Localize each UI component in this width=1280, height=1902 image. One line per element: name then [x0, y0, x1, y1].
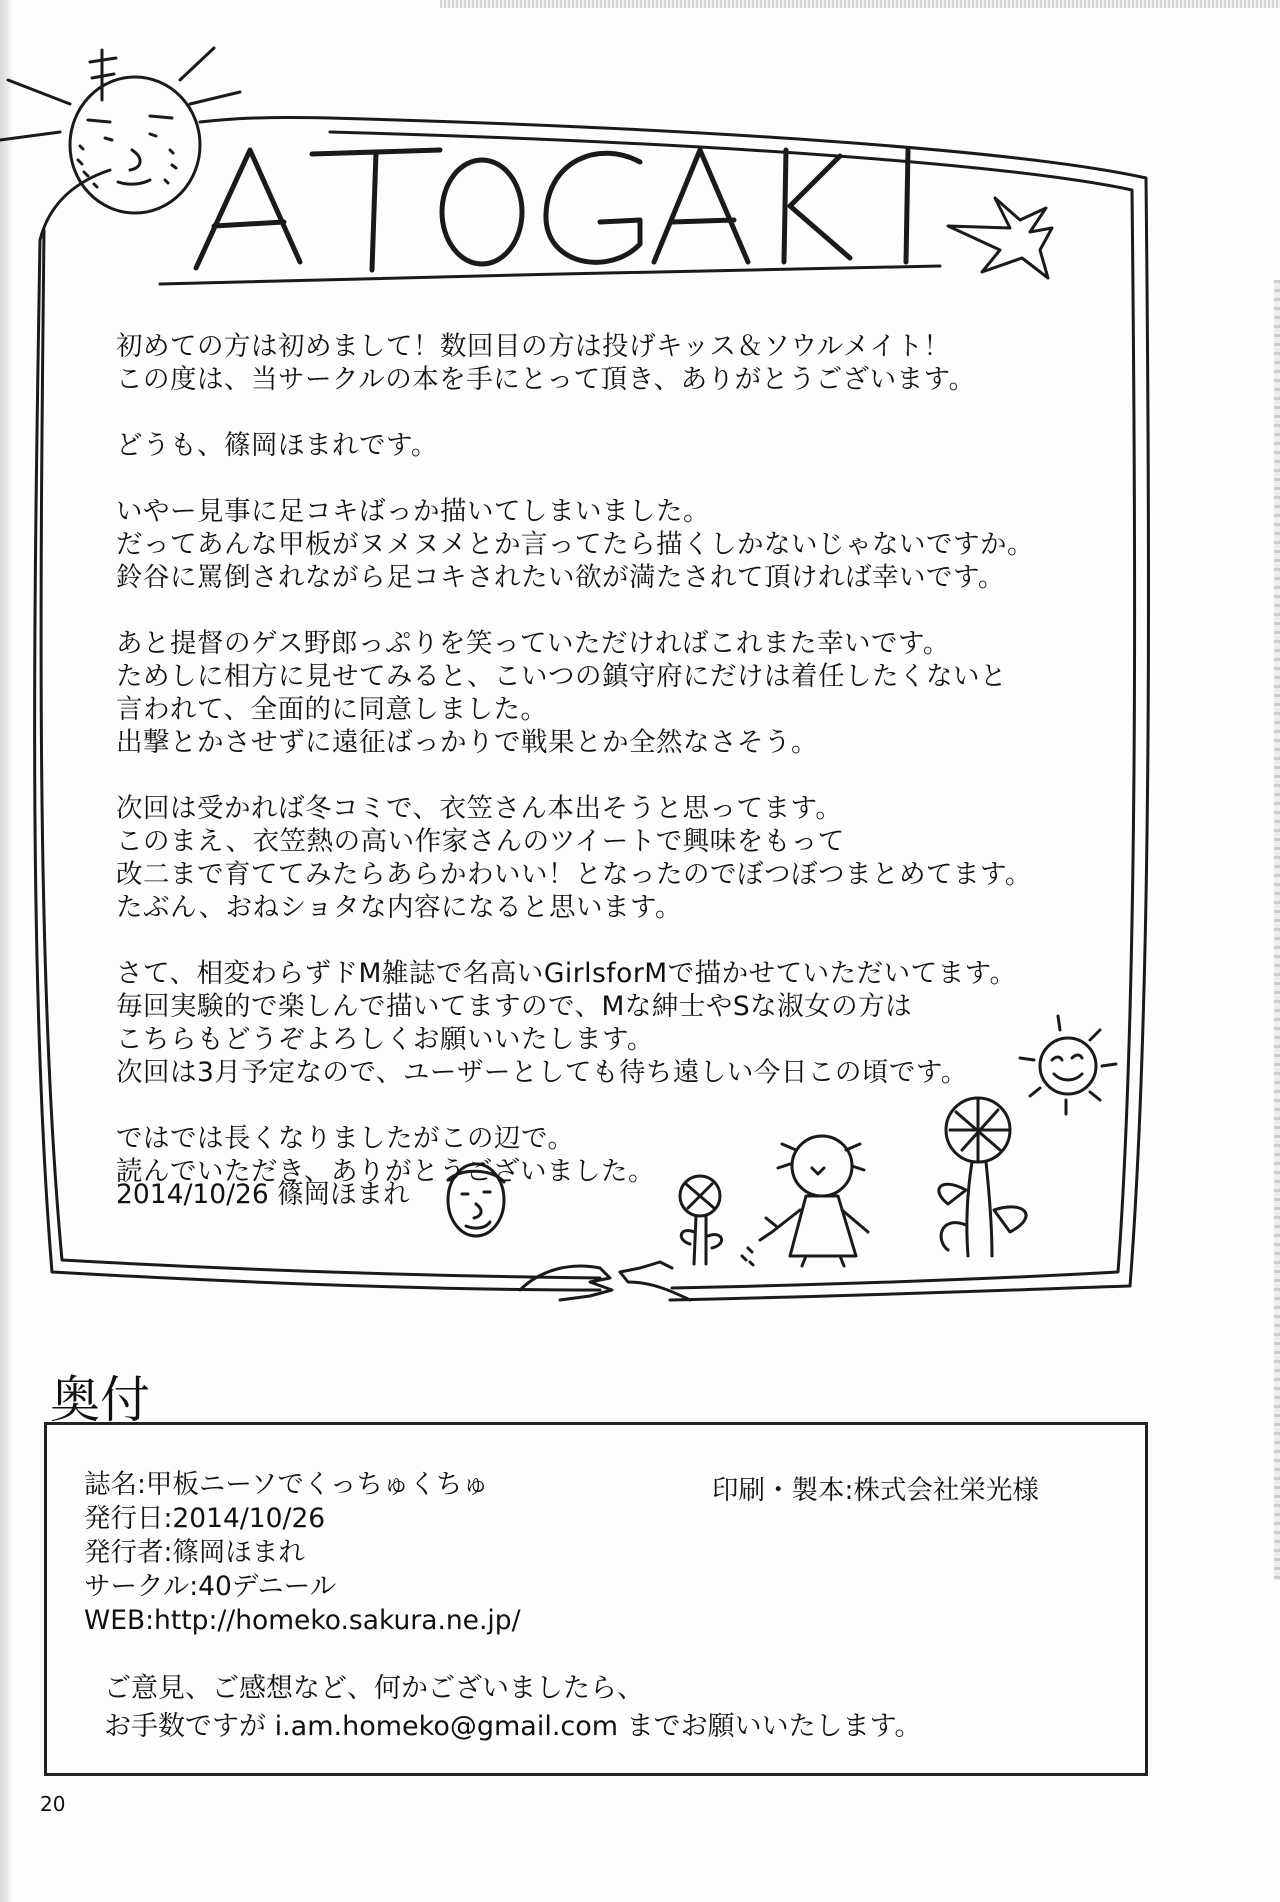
publisher-field: 発行者:篠岡ほまれ	[84, 1537, 305, 1568]
circle-field: サークル:40デニール	[84, 1571, 337, 1602]
title-field: 誌名:甲板ニーソでくっちゅくちゅ	[84, 1469, 489, 1500]
afterword-message	[116, 330, 1096, 1221]
text-line: このまえ、衣笠熱の高い作家さんのツイートで興味をもって	[116, 826, 845, 857]
publish-date-field: 発行日:2014/10/26	[84, 1503, 326, 1534]
text-line: こちらもどうぞよろしくお願いいたします。	[116, 1024, 654, 1055]
text-line: 次回は3月予定なので、ユーザーとしても待ち遠しい今日この頃です。	[116, 1057, 968, 1088]
text-line: さて、相変わらずドM雑誌で名高いGirlsforMで描かせていただいてます。	[116, 958, 1017, 989]
text-line: ではでは長くなりましたがこの辺で。	[116, 1123, 575, 1154]
contact-line: ご意見、ご感想など、何かございましたら、	[104, 1673, 644, 1704]
web-field: WEB:http://homeko.sakura.ne.jp/	[84, 1605, 521, 1636]
colophon-heading: 奥付	[50, 1370, 150, 1429]
printing-field: 印刷・製本:株式会社栄光様	[712, 1475, 1039, 1506]
page-number: 20	[40, 1792, 66, 1816]
contact-line: お手数ですが i.am.homeko@gmail.com までお願いいたします。	[104, 1711, 922, 1742]
text-line: どうも、篠岡ほまれです。	[116, 430, 438, 461]
text-line: 初めての方は初めまして！数回目の方は投げキッス＆ソウルメイト！	[116, 331, 951, 362]
text-line: 次回は受かれば冬コミで、衣笠さん本出そうと思ってます。	[116, 793, 843, 824]
text-line: この度は、当サークルの本を手にとって頂き、ありがとうございます。	[116, 364, 976, 395]
text-line: たぶん、おねショタな内容になると思います。	[116, 892, 682, 923]
text-line: 出撃とかさせずに遠征ばっかりで戦果とか全然なさそう。	[116, 727, 818, 758]
text-line: いやー見事に足コキばっか描いてしまいました。	[116, 496, 710, 527]
colophon-details	[84, 1468, 521, 1638]
text-line: 言われて、全面的に同意しました。	[116, 694, 548, 725]
signature-date: 2014/10/26 篠岡ほまれ	[116, 1179, 410, 1210]
text-line: だってあんな甲板がヌメヌメとか言ってたら描くしかないじゃないですか。	[116, 529, 1034, 560]
text-line: 鈴谷に罵倒されながら足コキされたい欲が満たされて頂ければ幸いです。	[116, 562, 1005, 593]
paragraph	[116, 627, 1096, 759]
paragraph	[116, 330, 1096, 396]
text-line: 改二まで育ててみたらあらかわいい！となったのでぼつぼつまとめてます。	[116, 859, 1032, 890]
text-line: ためしに相方に見せてみると、こいつの鎮守府にだけは着任したくないと	[116, 661, 1007, 692]
paragraph	[116, 495, 1096, 594]
paragraph	[116, 792, 1096, 924]
paragraph	[116, 957, 1096, 1089]
text-line: あと提督のゲス野郎っぷりを笑っていただければこれまた幸いです。	[116, 628, 950, 659]
text-line: 毎回実験的で楽しんで描いてますので、Mな紳士やSな淑女の方は	[116, 991, 913, 1022]
paragraph	[116, 429, 1096, 462]
text-line: 読んでいただき、ありがとうございました。	[116, 1156, 655, 1187]
contact-note	[104, 1670, 922, 1746]
